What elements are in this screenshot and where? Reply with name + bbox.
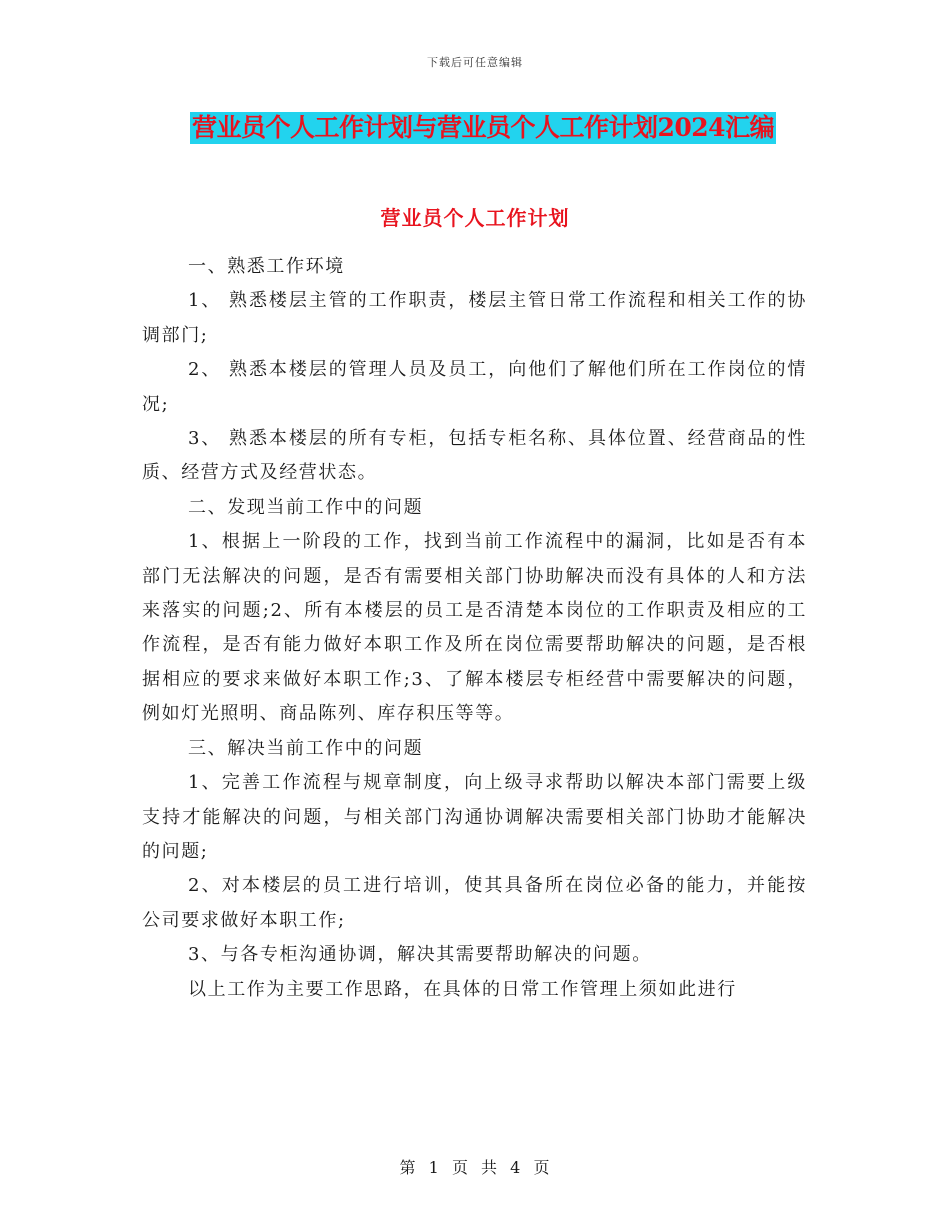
footer-suffix: 页 xyxy=(533,1158,551,1177)
paragraph: 一、熟悉工作环境 xyxy=(188,256,345,277)
paragraph: 1、 熟悉楼层主管的工作职责，楼层主管日常工作流程和相关工作的协调部门; xyxy=(142,290,807,346)
footer-page-label: 页 xyxy=(451,1158,469,1177)
main-title: 营业员个人工作计划与营业员个人工作计划2024汇编 xyxy=(192,113,775,142)
paragraph: 二、发现当前工作中的问题 xyxy=(188,496,424,518)
footer-total-label: 共 xyxy=(481,1158,499,1177)
paragraph: 以上工作为主要工作思路，在具体的日常工作管理上须如此进行 xyxy=(188,978,737,1000)
paragraph: 3、与各专柜沟通协调，解决其需要帮助解决的问题。 xyxy=(188,944,652,966)
paragraph: 2、对本楼层的员工进行培训，使其具备所在岗位必备的能力，并能按公司要求做好本职工作; xyxy=(142,875,807,931)
paragraph: 1、根据上一阶段的工作，找到当前工作流程中的漏洞，比如是否有本部门无法解决的问题，是否有需要相关部门协助解决而没有具体的人和方法来落实的问题;2、所有本楼层的员工是否清楚本岗位的工作职责及相应的工作流程，是否有能力做好本职工作及所在岗位需要帮助解决的问题，是否根据相应的要求来做好本职工作;3、了解本楼层专柜经营中需要解决的问题，例如灯光照明、商品陈列、库存积压等等。 xyxy=(142,531,807,725)
section-title: 营业员个人工作计划 xyxy=(380,206,570,230)
document-body xyxy=(142,250,807,1007)
footer-total-pages: 4 xyxy=(510,1158,522,1177)
footer-page-number: 1 xyxy=(428,1158,440,1177)
paragraph: 1、完善工作流程与规章制度，向上级寻求帮助以解决本部门需要上级支持才能解决的问题，与相关部门沟通协调解决需要相关部门协助才能解决的问题; xyxy=(142,772,807,862)
paragraph: 2、 熟悉本楼层的管理人员及员工，向他们了解他们所在工作岗位的情况; xyxy=(142,359,807,415)
paragraph: 3、 熟悉本楼层的所有专柜，包括专柜名称、具体位置、经营商品的性质、经营方式及经营状态。 xyxy=(142,428,807,484)
header-note: 下载后可任意编辑 xyxy=(427,56,523,69)
footer-prefix: 第 xyxy=(399,1158,417,1177)
paragraph: 三、解决当前工作中的问题 xyxy=(188,737,424,759)
page-footer xyxy=(0,1155,950,1178)
